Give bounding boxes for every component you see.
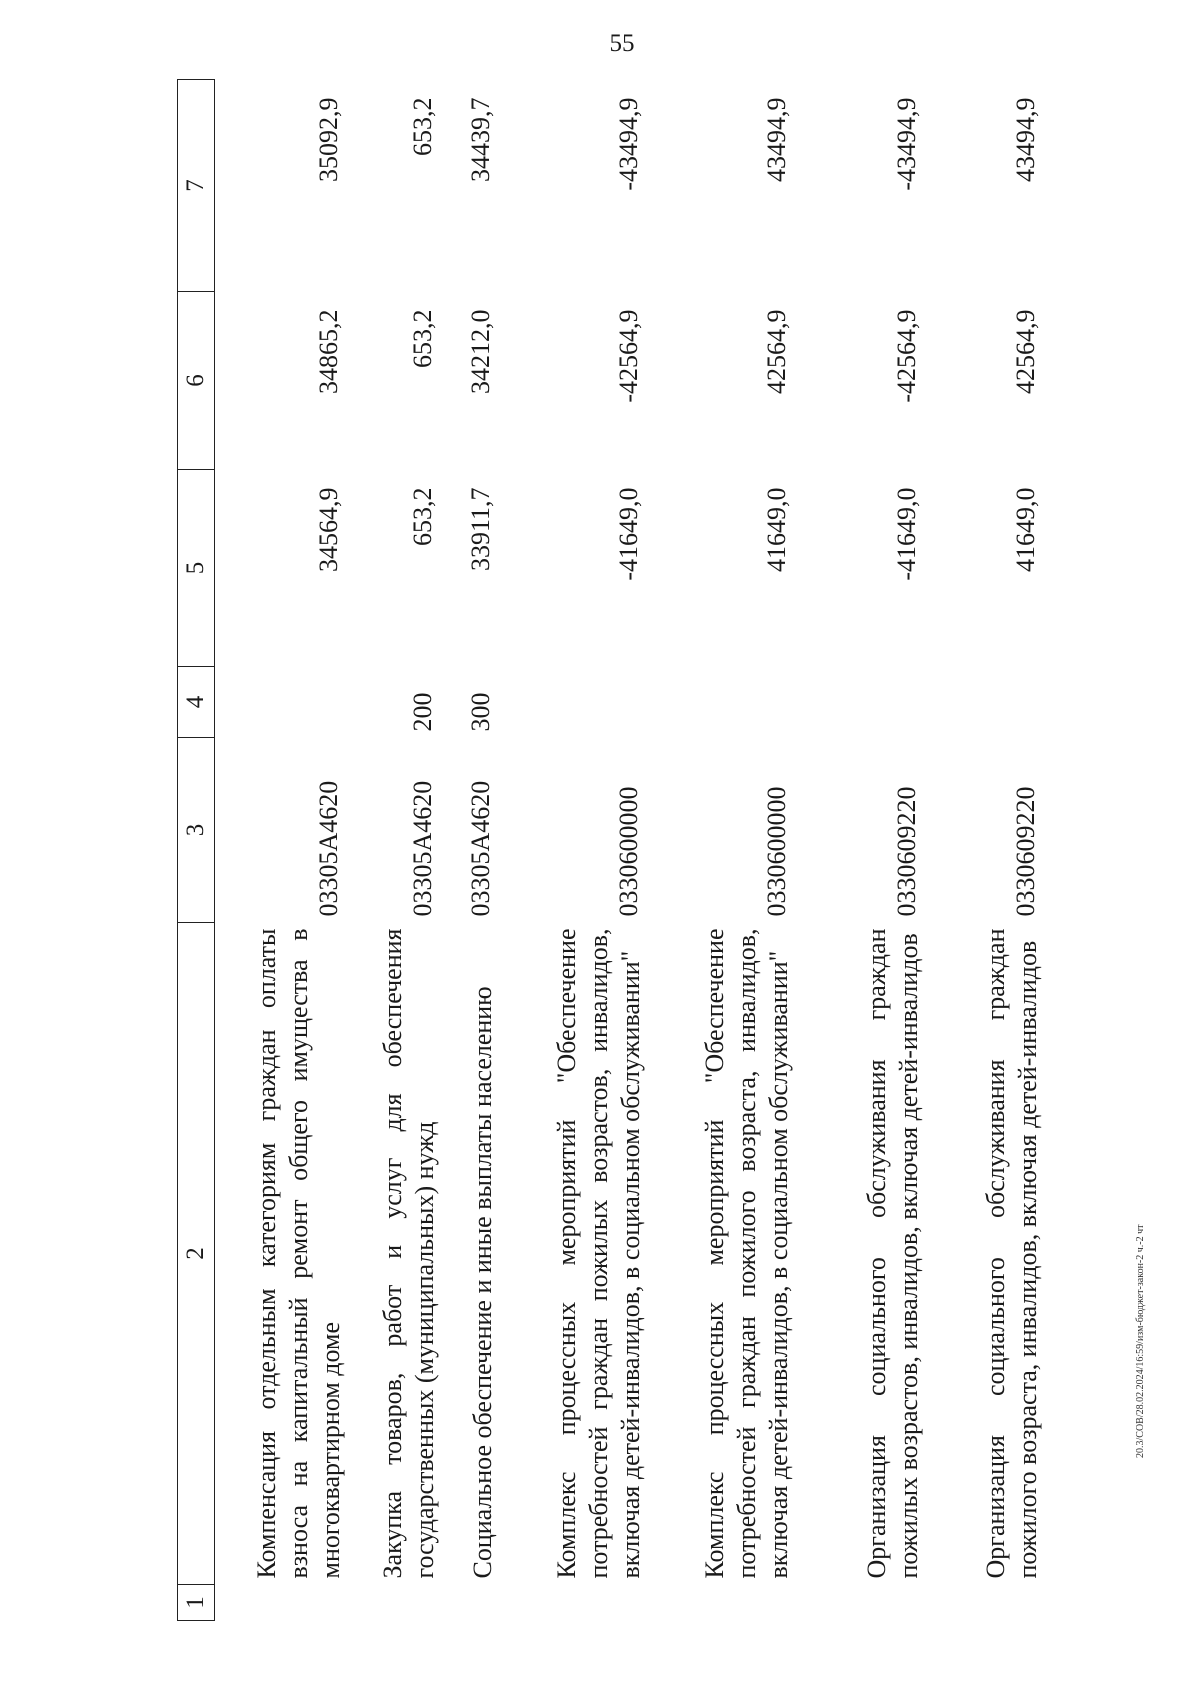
row-value-7: -43494,9 [613,97,643,191]
row-name: Закупка товаров, работ и услуг для обеспечения государственных (муниципальных) нужд [377,928,439,1579]
row-type: 200 [407,692,437,732]
row-value-5: -41649,0 [613,487,643,581]
row-index-cell [355,1585,449,1621]
row-value-6: 653,2 [407,309,437,368]
row-value-5: 41649,0 [761,487,791,572]
table-row [215,80,355,1621]
header-col-3: 3 [178,738,215,923]
table-row [933,80,1052,1621]
row-value-6: -42564,9 [613,309,643,403]
document-footer-code: 20.3/СОВ/28.02.2024/16:59/изм-бюджет-закон-2 ч.-2 чт [1135,1224,1146,1458]
table-row [803,80,933,1621]
row-code: 03305A4620 [313,780,343,917]
row-type [215,667,355,738]
row-type [507,667,655,738]
row-name: Организация социального обслуживания граждан пожилых возрастов, инвалидов, включая детей-инвалидов [861,928,923,1579]
row-code: 0330600000 [761,786,791,917]
row-name: Организация социального обслуживания граждан пожилого возраста, инвалидов, включая детей-инвалидов [980,928,1042,1579]
row-value-5: 33911,7 [465,487,495,572]
row-type [803,667,933,738]
row-type: 300 [465,692,495,732]
row-value-7: 34439,7 [465,97,495,182]
header-col-5: 5 [178,470,215,667]
row-index-cell [933,1585,1052,1621]
header-col-1: 1 [178,1585,215,1621]
row-name: Социальное обеспечение и иные выплаты населению [467,986,497,1579]
row-name: Комплекс процессных мероприятий "Обеспечение потребностей граждан пожилых возрастов, инвалидов, включая детей-инвалидов, в социальном обслуживании" [551,928,645,1579]
row-code: 03305A4620 [465,780,495,917]
header-col-7: 7 [178,80,215,292]
budget-table-rotated [177,80,1050,1621]
header-col-2: 2 [178,923,215,1585]
table-row [507,80,655,1621]
row-value-7: -43494,9 [891,97,921,191]
table-body [215,80,1052,1621]
row-index-cell [655,1585,803,1621]
row-value-6: 34865,2 [313,309,343,394]
row-value-6: -42564,9 [891,309,921,403]
row-value-7: 43494,9 [1010,97,1040,182]
table-header [178,80,215,1621]
row-index-cell [215,1585,355,1621]
row-type [933,667,1052,738]
table-row [355,80,449,1621]
row-code: 0330609220 [1010,786,1040,917]
row-name: Компенсация отдельным категориям граждан оплаты взноса на капитальный ремонт общего имущества в многоквартирном доме [251,928,345,1579]
row-code: 03305A4620 [407,780,437,917]
row-value-6: 34212,0 [465,309,495,394]
budget-table [177,79,1052,1621]
row-value-7: 43494,9 [761,97,791,182]
row-value-5: 34564,9 [313,487,343,572]
row-value-5: -41649,0 [891,487,921,581]
row-index-cell [507,1585,655,1621]
row-code: 0330600000 [613,786,643,917]
header-col-4: 4 [178,667,215,738]
row-value-5: 41649,0 [1010,487,1040,572]
row-value-6: 42564,9 [761,309,791,394]
table-row [655,80,803,1621]
row-index-cell [449,1585,507,1621]
row-index-cell [803,1585,933,1621]
row-name: Комплекс процессных мероприятий "Обеспечение потребностей граждан пожилого возраста, инвалидов, включая детей-инвалидов, в социальном обслуживании" [699,928,793,1579]
table-row [449,80,507,1621]
row-code: 0330609220 [891,786,921,917]
page-number: 55 [609,30,635,57]
row-value-6: 42564,9 [1010,309,1040,394]
header-col-6: 6 [178,292,215,470]
row-value-7: 35092,9 [313,97,343,182]
row-value-5: 653,2 [407,487,437,546]
row-value-7: 653,2 [407,97,437,156]
row-type [655,667,803,738]
